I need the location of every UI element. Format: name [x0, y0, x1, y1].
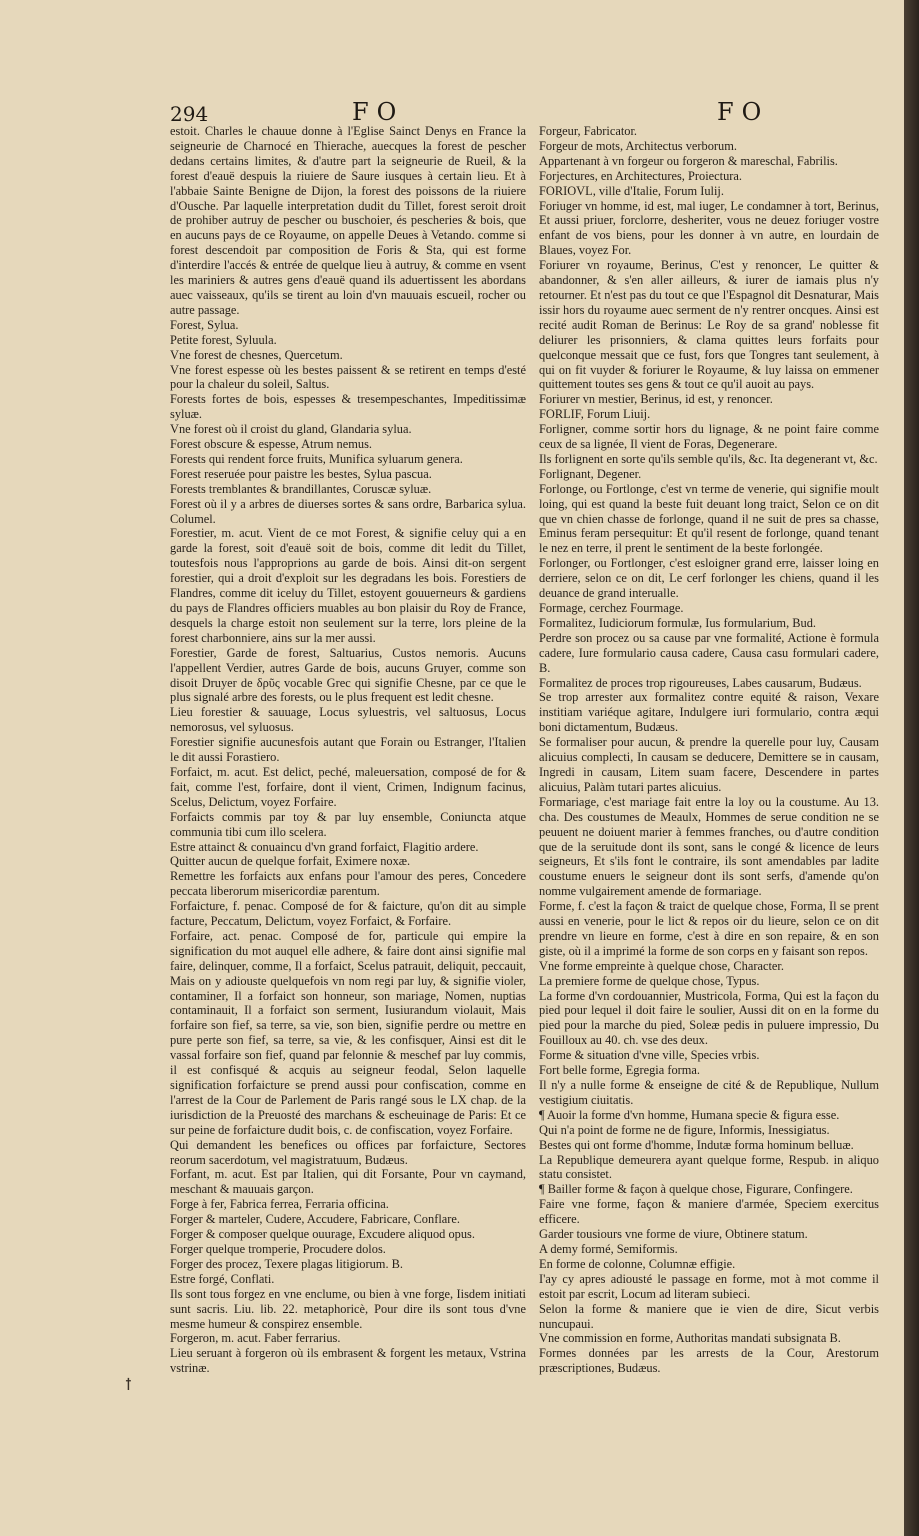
dictionary-entry: Estre attainct & conuaincu d'vn grand forfaict, Flagitio ardere. — [170, 839, 479, 854]
binding-edge — [904, 0, 919, 1536]
dictionary-entry: Forfaict, m. acut. Est delict, peché, maleuersation, composé de for & fait, comme l'est, forfaire, dont il vient, Crimen, Indignum facinus, Scelus, Delictum, voyez Forfaire. — [170, 764, 526, 809]
dictionary-entry: Forger quelque tromperie, Procudere dolos. — [170, 1241, 386, 1256]
dictionary-entry: Forfaicts commis par toy & par luy ensemble, Coniuncta atque communia tibi cum illo scelera. — [170, 809, 526, 839]
dictionary-entry: Estre forgé, Conflati. — [170, 1271, 275, 1286]
dictionary-entry: Forestier, m. acut. Vient de ce mot Forest, & signifie celuy qui a en garde la forest, soit d'eauë soit de bois, comme dit ledit du Tillet, toutesfois nous l'approprions au garde de bois. Ainsi dit-on sergent forestier, qui a droit d'exploit sur les degradans les bois. Forestiers de Flandres, comme dit iceluy du Tillet, estoyent gouuerneurs & gardiens du pays de Flandres officiers muables au bon plaisir du Roy de France, desquels la charge estoit non seulement sur la terre, lors pleine de la forest charbonniere, ains sur la mer aussi. — [170, 526, 526, 645]
dictionary-entry: Ils forlignent en sorte qu'ils semble qu'ils, &c. Ita degenerant vt, &c. — [539, 451, 878, 466]
dictionary-entry: Forests tremblantes & brandillantes, Coruscæ syluæ. — [170, 481, 432, 496]
dictionary-entry: Selon la forme & maniere que ie vien de dire, Sicut verbis nuncupaui. — [539, 1301, 879, 1331]
dictionary-entry: Faire vne forme, façon & maniere d'armée, Speciem exercitus efficere. — [539, 1197, 879, 1227]
dictionary-entry: Forestier, Garde de forest, Saltuarius, Custos nemoris. Aucuns l'appellent Verdier, autres Garde de bois, aucuns Gruyer, comme son disoit Druyer de δρῦς vocable Grec qui signifie Chesne, par ce que le plus signalé arbre des forests, ou le plus frequent est ledit chesne. — [170, 645, 526, 705]
dictionary-entry: Vne forest espesse où les bestes paissent & se retirent en temps d'esté pour la chaleur du soleil, Saltus. — [170, 362, 526, 392]
dictionary-entry: Forme & situation d'vne ville, Species vrbis. — [539, 1048, 760, 1063]
dictionary-entry: Forjectures, en Architectures, Proiectura. — [539, 168, 742, 183]
dictionary-entry: Formalitez de proces trop rigoureuses, Labes causarum, Budæus. — [539, 675, 862, 690]
dictionary-entry: Forlonger, ou Fortlonger, c'est esloigner grand erre, laisser loing en derriere, selon ce on dit, Le cerf forlonger les chiens, quand il les deuance de grand interualle. — [539, 556, 879, 601]
dictionary-entry: Forlonge, ou Fortlonge, c'est vn terme de venerie, qui signifie moult loing, qui est quand la beste fuit deuant long traict, Selon ce on dit que vn chien chasse de forlonge, quand il ne suit de pres sa chasse, Eminus feram persequitur: Et qu'il resent de forlonge, quand tenant le nez en terre, il prent le sentiment de la beste forlongée. — [539, 481, 879, 556]
dictionary-entry: Garder tousiours vne forme de viure, Obtinere statum. — [539, 1227, 808, 1242]
dictionary-entry: Forgeron, m. acut. Faber ferrarius. — [170, 1331, 341, 1346]
dictionary-entry: Quitter aucun de quelque forfait, Eximere noxæ. — [170, 854, 411, 869]
dictionary-entry: La premiere forme de quelque chose, Typus. — [539, 973, 760, 988]
dictionary-entry: Formes données par les arrests de la Cour, Arestorum præscriptiones, Budæus. — [539, 1346, 879, 1376]
dictionary-entry: Se trop arrester aux formalitez contre equité & raison, Vexare institiam variéque agitare, Indulgere iuri formulario, contra æqui boni dictamentum, Budæus. — [539, 690, 879, 735]
dictionary-entry: Qui demandent les benefices ou offices par forfaicture, Sectores reorum sacerdotum, vel magistratuum, Budæus. — [170, 1137, 526, 1167]
dictionary-entry: Forger & marteler, Cudere, Accudere, Fabricare, Conflare. — [170, 1212, 460, 1227]
dictionary-entry: FORIOVL, ville d'Italie, Forum Iulij. — [539, 183, 724, 198]
dictionary-entry: Forger & composer quelque ouurage, Excudere aliquod opus. — [170, 1227, 475, 1242]
dictionary-entry: Fort belle forme, Egregia forma. — [539, 1063, 701, 1078]
dictionary-entry: Forests qui rendent force fruits, Munifica syluarum genera. — [170, 451, 463, 466]
dictionary-entry: Vne forest où il croist du gland, Glandaria sylua. — [170, 422, 412, 437]
dictionary-entry: Forest, Sylua. — [170, 317, 239, 332]
dictionary-entry: Remettre les forfaicts aux enfans pour l'amour des peres, Concedere peccata liberorum misericordiæ parentum. — [170, 869, 526, 899]
dictionary-entry: Forgeur, Fabricator. — [539, 124, 638, 138]
dictionary-entry: Foriurer vn royaume, Berinus, C'est y renoncer, Le quitter & abandonner, & s'en aller ailleurs, & iurer de iamais plus n'y retourner. Et n'est pas du tout ce que l'Espagnol dit Desnaturar, Mais issir hors du royaume auec serment de n'y rentrer oncques. Ainsi est recité audit Roman de Berinus: Le Roy de sa grand' noblesse fit deliurer les prisonniers, & clama quittes leurs forfaits pour quelconque messait que ce fust, fors que Tongres tant seulement, à qui on fit vuyder & foriurer le Royaume, & luy laissa on emmener quittement toutes ses gens & tout ce qu'il auoit au pays. — [539, 258, 879, 392]
dictionary-entry: Formariage, c'est mariage fait entre la loy ou la coustume. Au 13. cha. Des coustumes de Meaulx, Hommes de serue condition ne se peuuent ne doiuent marier à femmes franches, ou d'autre condition que de la seruitude dont ils sont, sans le congé & licence de leurs seigneurs, Et s'ils font le contraire, ils sont amendables par ladite coustume enuers le seigneur dont ils sont serfs, d'amende qu'on nomme vulgairement amende de formariage. — [539, 794, 879, 899]
margin-mark: ꝉ — [125, 1375, 132, 1394]
dictionary-entry: Appartenant à vn forgeur ou forgeron & mareschal, Fabrilis. — [539, 153, 838, 168]
dictionary-entry: Se formaliser pour aucun, & prendre la querelle pour luy, Causam alicuius complecti, In causam se deducere, Demittere se in causam, Ingredi in causam, Litem suam facere, Descendere in partes alicuius, Palàm tutari partes alicuius. — [539, 735, 879, 794]
dictionary-entry: Il n'y a nulle forme & enseigne de cité & de Republique, Nullum vestigium ciuitatis. — [539, 1078, 879, 1107]
dictionary-entry: Forfaicture, f. penac. Composé de for & faicture, qu'on dit au simple facture, Peccatum, Delictum, voyez Forfaict, & Forfaire. — [170, 899, 526, 929]
dictionary-entry: Forme, f. c'est la façon & traict de quelque chose, Forma, Il se prent aussi en venerie, pour le lict & repos oir du lieure, selon ce on dit prendre vn lieure en forme, c'est à dire en son repaire, & en son giste, où il a imprimé la forme de son corps en y faisant son repos. — [539, 899, 879, 958]
dictionary-entry: Forlignant, Degener. — [539, 466, 642, 481]
dictionary-entry: Foriuger vn homme, id est, mal iuger, Le condamner à tort, Berinus, Et aussi priuer, forclorre, desheriter, vous ne deuez foriuger vostre enfant de vos biens, pour les donner à vn autre, en lourdain de Blaues, voyez For. — [539, 198, 879, 258]
dictionary-entry: Forestier signifie aucunesfois autant que Forain ou Estranger, l'Italien le dit aussi Forastiero. — [170, 735, 526, 765]
left-column — [170, 124, 526, 1376]
dictionary-entry: Vne forest de chesnes, Quercetum. — [170, 347, 343, 362]
dictionary-entry: estoit. Charles le chauue donne à l'Eglise Sainct Denys en France la seigneurie de Charnocé en Thierache, auecques la forest de pescher dedans certains limites, & d'autre part la seigneurie de Rueil, & la forest d'eauë despuis la riuiere de Saure iusques à certain lieu. Et à l'abbaie Sainte Benigne de Dijon, la forest des poissons de la riuiere d'Ousche. Par laquelle interpretation dudit du Tillet, forest seroit droit de prohiber autruy de pescher ou buschoier, és pescheries & bois, que en aucuns pays de ce Royaume, on appelle Deues à Vetando. comme si forest descendoit par composition de Foris & Sta, qui est forme d'interdire l'accés & entrée de quelque lieu à autruy, & comme en vsent les mariniers & autres gens d'eauë quand ils aduertissent les abordans auec vaisseaux, qu'ils se tirent au loin d'vn mauuais escueil, rocher ou autre passage. — [170, 124, 526, 317]
dictionary-entry: FORLIF, Forum Liuij. — [539, 407, 651, 422]
dictionary-entry: Petite forest, Syluula. — [170, 332, 277, 347]
dictionary-entry: Lieu forestier & sauuage, Locus syluestris, vel saltuosus, Locus nemorosus, vel syluosus. — [170, 705, 526, 735]
dictionary-entry: Forest où il y a arbres de diuerses sortes & sans ordre, Barbarica sylua. Columel. — [170, 496, 526, 526]
dictionary-entry: Forger des procez, Texere plagas litigiorum. B. — [170, 1256, 404, 1271]
dictionary-entry: Forfant, m. acut. Est par Italien, qui dit Forsante, Pour vn caymand, meschant & mauuais garçon. — [170, 1167, 526, 1197]
dictionary-entry: I'ay cy apres adiousté le passage en forme, mot à mot comme il estoit par escrit, Locum ad literam subieci. — [539, 1271, 879, 1301]
dictionary-entry: Forgeur de mots, Architectus verborum. — [539, 138, 737, 153]
dictionary-entry: Vne commission en forme, Authoritas mandati subsignata B. — [539, 1331, 841, 1346]
dictionary-entry: ¶ Auoir la forme d'vn homme, Humana specie & figura esse. — [539, 1107, 840, 1122]
right-column — [539, 124, 879, 1376]
dictionary-entry: Formage, cerchez Fourmage. — [539, 601, 684, 615]
dictionary-entry: Ils sont tous forgez en vne enclume, ou bien à vne forge, Iisdem initiati sunt sacris. Liu. lib. 22. metaphoricè, Pour dire ils sont tous d'vne mesme humeur & conspirez ensemble. — [170, 1286, 526, 1331]
dictionary-entry: Forest obscure & espesse, Atrum nemus. — [170, 437, 373, 452]
dictionary-entry: Foriurer vn mestier, Berinus, id est, y renoncer. — [539, 392, 773, 407]
dictionary-entry: ¶ Bailler forme & façon à quelque chose, Figurare, Confingere. — [539, 1182, 853, 1197]
dictionary-entry: Bestes qui ont forme d'homme, Indutæ forma hominum belluæ. — [539, 1137, 854, 1152]
dictionary-entry: La forme d'vn cordouannier, Mustricola, Forma, Qui est la façon du pied pour lequel il doit faire le soulier, Aussi dit on en la forme du pied pour la marche du pied, Soleæ pedis in puluere impressio, Du Fouilloux au 40. ch. vse des deux. — [539, 988, 879, 1048]
running-head-right: FO — [717, 98, 770, 126]
dictionary-entry: Forfaire, act. penac. Composé de for, particule qui empire la signification du mot auquel elle adhere, & faire dont ainsi signifie mal faire, delinquer, comme, Il a forfaict, Scelus patrauit, deliquit, peccauit, Mais on y adiouste quelquefois vn nom regi par luy, & signifie violer, contaminer, Il a forfaict son honneur, son mariage, Nomen, nuptias contaminauit, Il a forfaict son serment, Iusiurandum violauit, Mais forfaire son fief, sa terre, sa vie, son bien, signifie perdre ou mettre en pure perte son fief, sa terre, sa vie, & les confisquer, Ainsi est dit le vassal forfaire son fief, quand par felonnie & meschef par luy commis, il est confisqué & acquis au seigneur feodal, Selon laquelle signification forfaicture se prend aussi pour confiscation, comme en l'arrest de la Cour de Parlement de Paris rangé sous le LX chap. de la iurisdiction de la Preuosté des marchans & escheuinage de Paris: Et ce sur peine de forfaicture dudit bois, c. de confiscation, voyez Forfaire. — [170, 928, 526, 1137]
dictionary-entry: Forests fortes de bois, espesses & tresempeschantes, Impeditissimæ syluæ. — [170, 392, 526, 422]
dictionary-entry: En forme de colonne, Columnæ effigie. — [539, 1256, 736, 1271]
dictionary-entry: Formalitez, Iudiciorum formulæ, Ius formularium, Bud. — [539, 615, 817, 630]
dictionary-entry: Forligner, comme sortir hors du lignage, & ne point faire comme ceux de sa lignée, Il vient de Foras, Degenerare. — [539, 422, 879, 452]
dictionary-entry: Lieu seruant à forgeron où ils embrasent & forgent les metaux, Vstrina vstrinæ. — [170, 1346, 526, 1376]
dictionary-entry: Forest reseruée pour paistre les bestes, Sylua pascua. — [170, 466, 432, 481]
dictionary-entry: Forge à fer, Fabrica ferrea, Ferraria officina. — [170, 1197, 389, 1212]
page-number: 294 — [170, 102, 209, 126]
dictionary-entry: La Republique demeurera ayant quelque forme, Respub. in aliquo statu consistet. — [539, 1152, 879, 1182]
dictionary-entry: A demy formé, Semiformis. — [539, 1241, 678, 1256]
dictionary-entry: Perdre son procez ou sa cause par vne formalité, Actione è formula cadere, Iure formulario causa cadere, Causa casu formulari cadere, B. — [539, 630, 879, 675]
running-head-left: FO — [352, 98, 405, 126]
dictionary-entry: Vne forme empreinte à quelque chose, Character. — [539, 958, 784, 973]
dictionary-entry: Qui n'a point de forme ne de figure, Informis, Inessigiatus. — [539, 1122, 830, 1137]
